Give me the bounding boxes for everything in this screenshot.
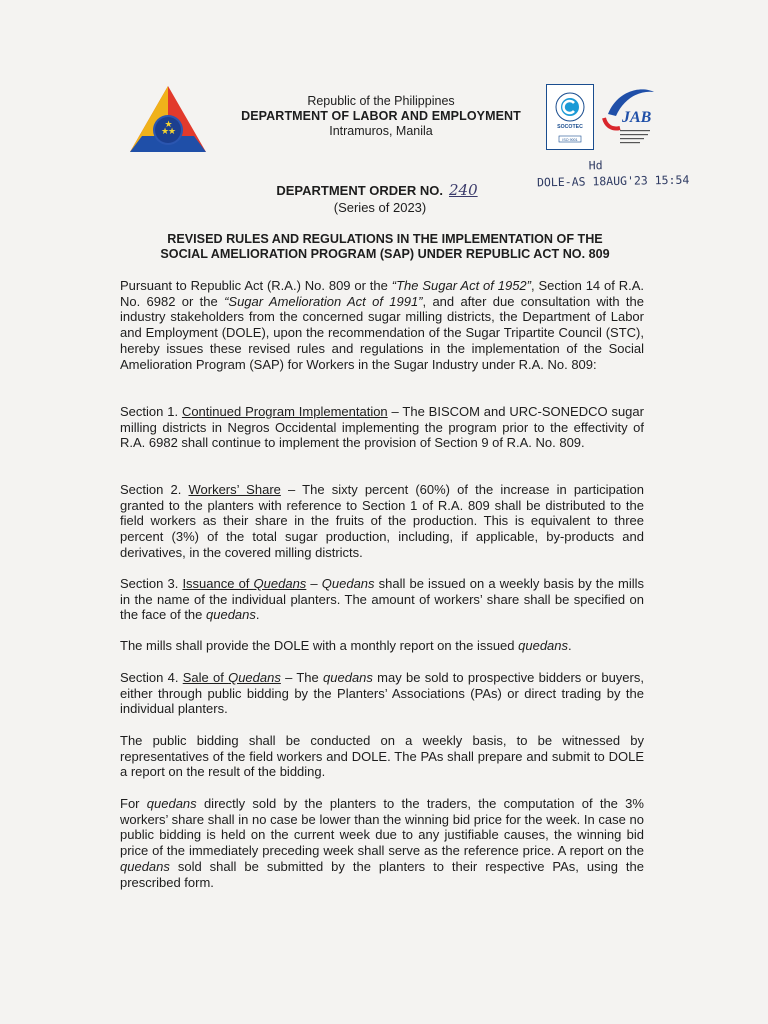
dole-logo — [128, 84, 208, 154]
paragraph-text: quedans — [518, 638, 569, 653]
mills-report-paragraph — [120, 638, 644, 654]
intro-text: , Section 14 of R.A. No. 6982 or the — [120, 278, 644, 309]
socotec-certification-logo — [546, 84, 594, 150]
receiving-stamp — [536, 158, 690, 190]
public-bidding-paragraph — [120, 733, 644, 780]
section-title: Workers’ Share — [188, 482, 281, 497]
svg-text:★: ★ — [161, 127, 170, 137]
paragraph-text: For — [120, 796, 147, 811]
paragraph-text: quedans — [120, 858, 170, 874]
section-text: . — [255, 607, 260, 623]
svg-text:★: ★ — [168, 127, 177, 137]
section-label: Section 1. — [120, 404, 182, 419]
order-number: 240 — [448, 181, 478, 199]
paragraph-text: sold shall be submitted by the planters to their respective PAs, using the prescribed form. — [120, 858, 644, 890]
direct-sale-paragraph — [120, 796, 644, 890]
section-title-part: Quedans — [228, 670, 281, 685]
order-prefix: DEPARTMENT ORDER NO. — [276, 183, 443, 198]
jab-accreditation-logo — [598, 84, 656, 148]
letterhead — [226, 94, 536, 139]
paragraph-text: The mills shall provide the DOLE with a monthly report on the issued — [120, 638, 519, 653]
intro-text: , and after due consultation with the industry stakeholders from the concerned sugar milling districts, the Department of Labor and Employment (DOLE), upon the recommendation of the Sugar Tripartite Council (STC), hereby issues these revised rules and regulations in the implementation of the Social Amelioration Program (SAP) for Workers in the Sugar Industry under R.A. No. 809: — [120, 293, 644, 372]
section-text: Quedans — [321, 576, 375, 591]
section-title — [183, 670, 281, 685]
paragraph-text: . — [568, 638, 572, 653]
paragraph-text: directly sold by the planters to the traders, the computation of the 3% workers’ share shall in no case be lower than the winning bid price for the week. In case no public bidding is held on the current week due to any justifiable causes, the winning bid price of the immediately preceding week shall serve as the reference price. A report on the — [120, 796, 644, 859]
section-text: – The BISCOM and URC-SONEDCO sugar milling districts in Negros Occidental implementing the program prior to the effectivity of R.A. 6982 shall continue to implement the provision of Section 9 of R.A. No. 809. — [120, 404, 644, 451]
section-title: Continued Program Implementation — [181, 404, 388, 419]
title-line-2: SOCIAL AMELIORATION PROGRAM (SAP) UNDER REPUBLIC ACT NO. 809 — [160, 247, 610, 261]
section-text: may be sold to prospective bidders or buyers, either through public bidding by the Planters’ Associations (PAs) or direct trading by the individual planters. — [120, 670, 644, 717]
stamp-initial: Hd — [588, 158, 603, 173]
stamp-text: DOLE-AS 18AUG'23 15:54 — [536, 172, 690, 190]
intro-paragraph — [120, 278, 644, 372]
paragraph-text: quedans — [146, 796, 197, 811]
section-3 — [120, 576, 644, 623]
sugar-amelioration-act-1991: “Sugar Amelioration Act of 1991” — [224, 293, 423, 309]
section-1 — [120, 404, 644, 451]
iso-label: ISO 9001 — [562, 137, 578, 142]
svg-text:★: ★ — [164, 120, 173, 130]
section-title-part: Issuance of — [182, 576, 254, 591]
section-4 — [120, 670, 644, 717]
document-title — [112, 232, 658, 262]
section-text: – The — [280, 670, 324, 685]
section-title-part: Quedans — [253, 576, 307, 591]
jab-label: JAB — [622, 109, 652, 126]
location-line: Intramuros, Manila — [329, 124, 433, 138]
sugar-act-1952: “The Sugar Act of 1952” — [391, 278, 531, 293]
order-series: (Series of 2023) — [333, 200, 427, 215]
section-label: Section 4. — [120, 670, 183, 685]
intro-text: Pursuant to Republic Act (R.A.) No. 809 or the — [120, 278, 392, 293]
section-text: shall be issued on a weekly basis by the mills in the name of the individual planters. The amount of workers’ share shall be specified on the face of the — [120, 576, 644, 623]
section-text: quedans — [206, 607, 256, 623]
section-label: Section 2. — [120, 482, 189, 497]
title-line-1: REVISED RULES AND REGULATIONS IN THE IMPLEMENTATION OF THE — [167, 232, 603, 246]
department-order-heading — [230, 182, 530, 216]
section-2 — [120, 482, 644, 561]
section-text: – — [306, 576, 322, 591]
socotec-label: SOCOTEC — [557, 124, 583, 130]
republic-line: Republic of the Philippines — [307, 94, 455, 108]
section-text: quedans — [323, 670, 373, 685]
section-title-part: Sale of — [182, 670, 229, 685]
paragraph-text: The public bidding shall be conducted on a weekly basis, to be witnessed by representatives of the field workers and DOLE. The PAs shall prepare and submit to DOLE a report on the result of the bidding. — [120, 733, 644, 780]
section-title — [182, 576, 306, 591]
section-text: – The sixty percent (60%) of the increase in participation granted to the planters with reference to Section 1 of R.A. 809 shall be distributed to the field workers as their share in the fruits of the production. This is equivalent to three percent (3%) of the total sugar production, including, if applicable, by-products and derivatives, in the covered milling districts. — [120, 482, 644, 560]
section-label: Section 3. — [120, 576, 183, 591]
department-name: DEPARTMENT OF LABOR AND EMPLOYMENT — [241, 109, 521, 123]
